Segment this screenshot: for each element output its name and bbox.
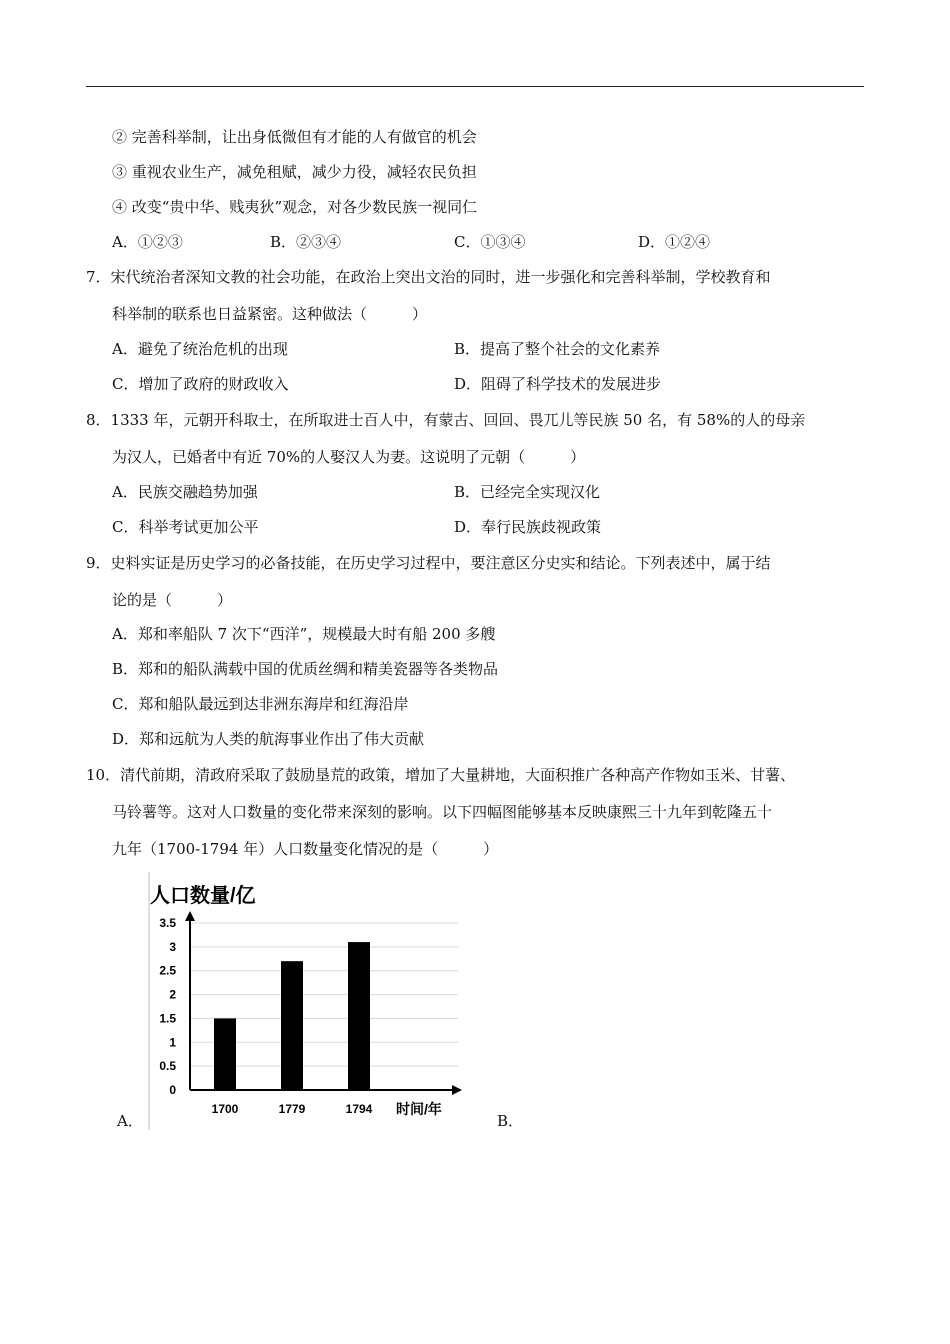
q6-item-2: ② 完善科举制，让出身低微但有才能的人有做官的机会 (112, 128, 477, 146)
chart-svg (148, 868, 478, 1130)
q10-option-a-label[interactable]: A． (117, 1112, 143, 1130)
q9-option-d[interactable]: D．郑和远航为人类的航海事业作出了伟大贡献 (112, 730, 425, 748)
q10-stem-line1: 10．清代前期，清政府采取了鼓励垦荒的政策，增加了大量耕地，大面积推广各种高产作物如玉米、甘薯、 (86, 766, 796, 784)
chart-ytick-label: 1 (169, 1035, 176, 1050)
q7-option-a[interactable]: A．避免了统治危机的出现 (112, 340, 288, 358)
q6-item-4: ④ 改变“贵中华、贱夷狄”观念，对各少数民族一视同仁 (112, 198, 478, 216)
q7-option-b[interactable]: B．提高了整个社会的文化素养 (454, 340, 661, 358)
chart-xtick-label: 1779 (278, 1102, 306, 1116)
chart-ytick-label: 0 (169, 1083, 176, 1097)
q6-option-b[interactable]: B．②③④ (270, 233, 342, 251)
chart-bar-1794 (348, 942, 370, 1090)
chart-ytick-label: 3 (169, 939, 176, 954)
q6-option-a[interactable]: A．①②③ (112, 233, 183, 251)
chart-bar-1779 (281, 961, 303, 1090)
chart-xlabel: 时间/年 (396, 1101, 442, 1117)
q9-option-b[interactable]: B．郑和的船队满载中国的优质丝绸和精美瓷器等各类物品 (112, 660, 499, 678)
chart-ytick-label: 0.5 (159, 1059, 176, 1074)
q9-stem-line1: 9．史料实证是历史学习的必备技能，在历史学习过程中，要注意区分史实和结论。下列表述中，属于结 (86, 554, 771, 572)
q8-option-c[interactable]: C．科举考试更加公平 (112, 518, 259, 536)
chart-y-axis-arrow (185, 911, 195, 921)
q8-stem-line1: 8．1333 年，元朝开科取士，在所取进士百人中，有蒙古、回回、畏兀儿等民族 50 名，有 58%的人的母亲 (86, 411, 806, 429)
q8-option-d[interactable]: D．奉行民族歧视政策 (454, 518, 602, 536)
chart-xtick-label: 1700 (211, 1102, 239, 1116)
q7-option-c[interactable]: C．增加了政府的财政收入 (112, 375, 289, 393)
q10-stem-line2: 马铃薯等。这对人口数量的变化带来深刻的影响。以下四幅图能够基本反映康熙三十九年到乾隆五十 (112, 803, 773, 821)
q7-stem-line2: 科举制的联系也日益紧密。这种做法（ ） (112, 305, 428, 323)
header-rule (86, 86, 864, 87)
chart-x-axis-arrow (452, 1085, 462, 1095)
q7-stem-line1: 7．宋代统治者深知文教的社会功能，在政治上突出文治的同时，进一步强化和完善科举制，学校教育和 (86, 268, 771, 286)
q8-option-a[interactable]: A．民族交融趋势加强 (112, 483, 258, 501)
chart-ylabel: 人口数量/亿 (150, 885, 256, 907)
q6-option-c[interactable]: C．①③④ (454, 233, 526, 251)
chart-ytick-label: 2.5 (159, 963, 176, 978)
q9-option-c[interactable]: C．郑和船队最远到达非洲东海岸和红海沿岸 (112, 695, 409, 713)
q7-option-d[interactable]: D．阻碍了科学技术的发展进步 (454, 375, 662, 393)
chart-xtick-label: 1794 (345, 1102, 373, 1116)
q9-option-a[interactable]: A．郑和率船队 7 次下“西洋”，规模最大时有船 200 多艘 (112, 625, 496, 643)
q10-stem-line3: 九年（1700-1794 年）人口数量变化情况的是（ ） (112, 840, 499, 858)
chart-ytick-label: 1.5 (159, 1011, 176, 1026)
population-bar-chart (148, 868, 478, 1130)
q8-stem-line2: 为汉人，已婚者中有近 70%的人娶汉人为妻。这说明了元朝（ ） (112, 448, 586, 466)
q10-option-b-label[interactable]: B． (497, 1112, 524, 1130)
chart-ytick-label: 3.5 (159, 916, 176, 930)
q6-item-3: ③ 重视农业生产，减免租赋，减少力役，减轻农民负担 (112, 163, 477, 181)
chart-ytick-label: 2 (169, 987, 176, 1002)
q9-stem-line2: 论的是（ ） (112, 591, 233, 609)
chart-bar-1700 (214, 1018, 236, 1090)
q6-option-d[interactable]: D．①②④ (638, 233, 711, 251)
q8-option-b[interactable]: B．已经完全实现汉化 (454, 483, 601, 501)
